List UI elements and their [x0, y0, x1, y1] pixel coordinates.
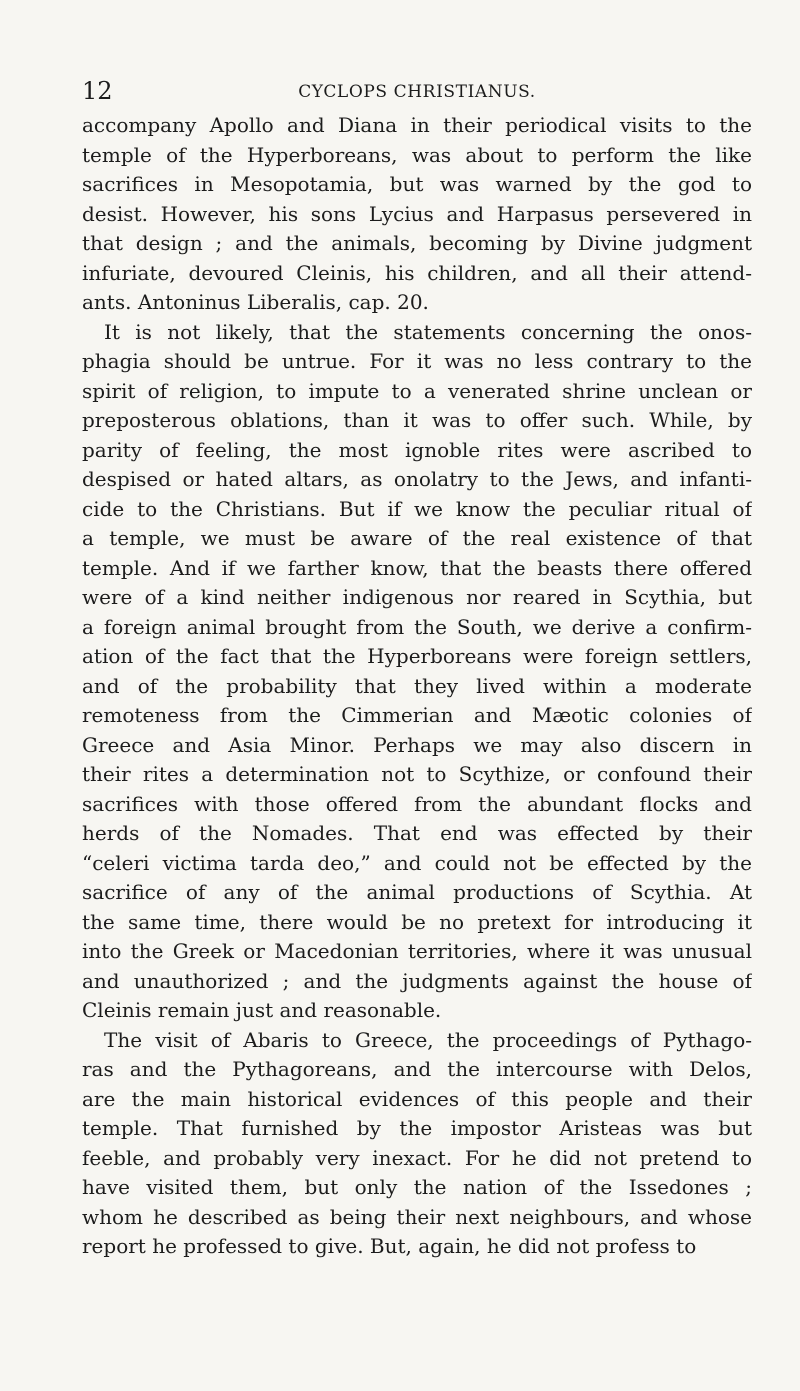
text-line: herds of the Nomades. That end was effected by their [82, 821, 752, 845]
page-header [82, 76, 752, 106]
text-line: are the main historical evidences of this people and their [82, 1086, 752, 1111]
text-line: parity of feeling, the most ignoble rites were ascribed to [82, 437, 752, 462]
text-line: temple. And if we farther know, that the beasts there offered [82, 555, 752, 580]
text-line: have visited them, but only the nation of the Issedones ; [82, 1175, 752, 1199]
text-line: phagia should be untrue. For it was no less contrary to the [82, 349, 752, 373]
paragraph [82, 1026, 752, 1262]
text-line: Greece and Asia Minor. Perhaps we may also discern in [82, 732, 752, 757]
text-line: sacrifices with those offered from the abundant flocks and [82, 791, 752, 816]
text-line: a temple, we must be aware of the real existence of that [82, 526, 752, 550]
text-line: whom he described as being their next neighbours, and whose [82, 1204, 752, 1229]
text-line: The visit of Abaris to Greece, the proceedings of Pythago- [104, 1027, 752, 1052]
text-line: sacrifices in Mesopotamia, but was warned by the god to [82, 172, 752, 196]
text-line: preposterous oblations, than it was to offer such. While, by [82, 408, 752, 432]
text-line: ras and the Pythagoreans, and the intercourse with Delos, [82, 1057, 752, 1081]
text-line: their rites a determination not to Scythize, or confound their [82, 762, 752, 786]
text-line: that design ; and the animals, becoming by Divine judgment [82, 231, 752, 255]
text-line: a foreign animal brought from the South, we derive a confirm- [82, 614, 752, 639]
text-line: despised or hated altars, as onolatry to the Jews, and infanti- [82, 467, 752, 491]
paragraph [82, 111, 752, 318]
running-title: CYCLOPS CHRISTIANUS. [298, 82, 536, 102]
text-line: accompany Apollo and Diana in their periodical visits to the [82, 113, 752, 137]
text-line: ation of the fact that the Hyperboreans were foreign settlers, [82, 644, 752, 668]
body-text [82, 111, 752, 1262]
text-line: feeble, and probably very inexact. For he did not pretend to [82, 1145, 752, 1170]
text-line: and of the probability that they lived within a moderate [82, 673, 752, 698]
text-line: into the Greek or Macedonian territories, where it was unusual [82, 939, 752, 963]
text-line: temple of the Hyperboreans, was about to perform the like [82, 142, 752, 167]
text-line: report he professed to give. But, again, he did not profess to [82, 1234, 697, 1258]
text-line: spirit of religion, to impute to a venerated shrine unclean or [82, 378, 752, 403]
text-line: sacrifice of any of the animal productions of Scythia. At [82, 880, 752, 904]
text-line: temple. That furnished by the impostor Aristeas was but [82, 1116, 752, 1140]
text-line: and unauthorized ; and the judgments against the house of [82, 968, 752, 993]
text-line: ants. Antoninus Liberalis, cap. 20. [82, 290, 429, 314]
text-line: the same time, there would be no pretext for introducing it [82, 909, 752, 934]
text-line: were of a kind neither indigenous nor reared in Scythia, but [82, 585, 752, 609]
paragraph [82, 318, 752, 1026]
text-line: cide to the Christians. But if we know the peculiar ritual of [82, 496, 752, 521]
text-line: desist. However, his sons Lycius and Harpasus persevered in [82, 201, 752, 226]
text-line: infuriate, devoured Cleinis, his children, and all their attend- [82, 260, 752, 285]
text-line: It is not likely, that the statements concerning the onos- [104, 319, 752, 344]
text-line: remoteness from the Cimmerian and Mæotic colonies of [82, 703, 752, 727]
text-line: “celeri victima tarda deo,” and could not be effected by the [82, 850, 752, 875]
page-number: 12 [82, 77, 113, 105]
text-line: Cleinis remain just and reasonable. [82, 998, 442, 1022]
